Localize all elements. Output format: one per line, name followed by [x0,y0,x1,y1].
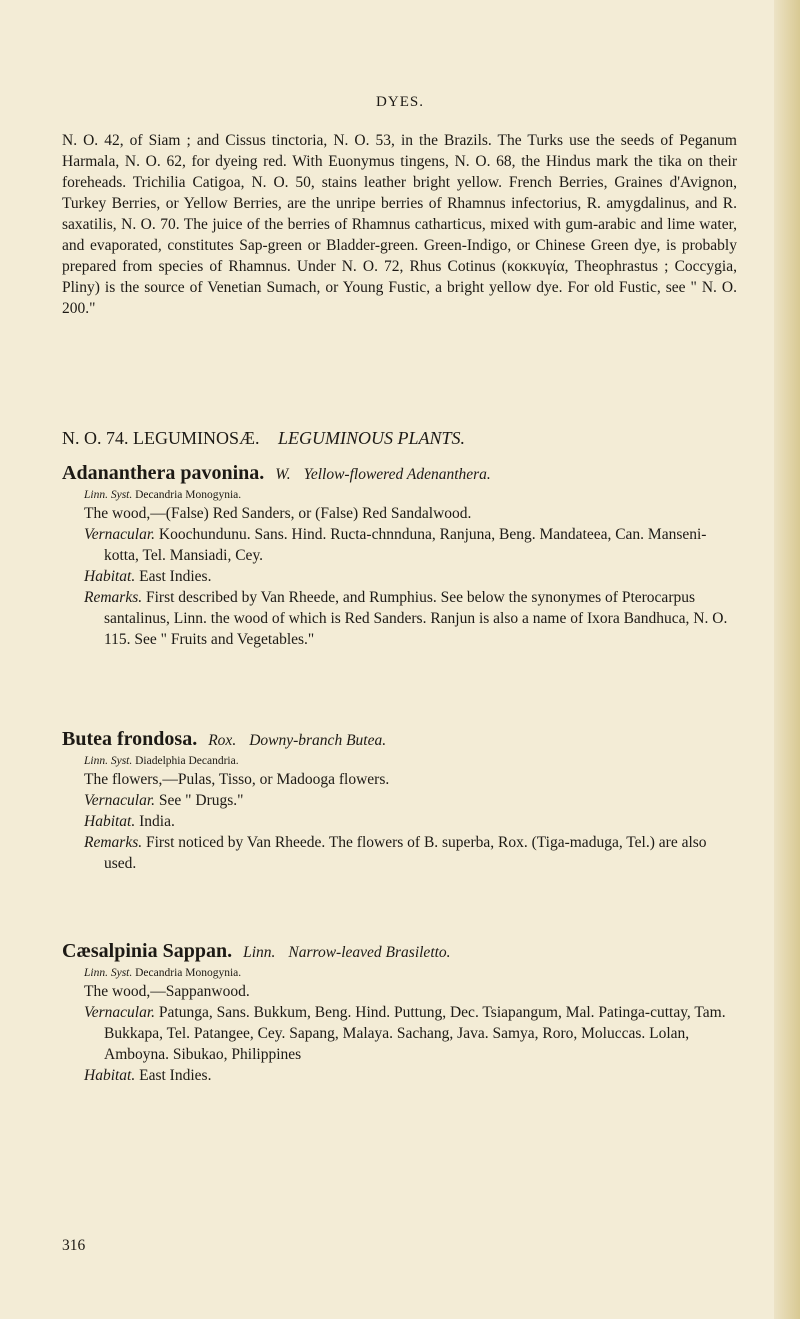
entry-habitat [84,566,737,587]
entry-common-name: Yellow-flowered Adenanthera. [303,466,491,483]
section-title: N. O. 74. LEGUMINOSÆ. [62,428,260,448]
remarks-label: Remarks. [84,589,143,606]
entry-description: The wood,—Sappanwood. [84,983,250,1000]
entry-system [84,489,737,501]
running-title: DYES. [376,94,424,110]
remarks-text: First described by Van Rheede, and Rumphius. See below the synonymes of Pterocarpus santalinus, Linn. the wood of which is Red Sanders. Ranjun is also a name of Ixora Bandhuca, N. O. 115. See " Fruits and Vegetables." [104,589,728,648]
page-number: 316 [62,1237,86,1254]
entry-common-name: Downy-branch Butea. [249,732,387,749]
system-label: Linn. Syst. [84,967,133,979]
entry-system [84,755,737,767]
entry-name: Adananthera pavonina. [62,462,265,484]
entry-heading [62,728,737,751]
intro-paragraph-block [62,130,737,319]
entry-name: Cæsalpinia Sappan. [62,940,233,962]
habitat-text: East Indies. [139,1067,212,1084]
entry-authority: W. [275,466,291,483]
entry-vernacular [84,1002,737,1065]
system-value: Decandria Monogynia. [135,967,242,979]
system-label: Linn. Syst. [84,755,133,767]
intro-paragraph: N. O. 42, of Siam ; and Cissus tinctoria, N. O. 53, in the Brazils. The Turks use the seeds of Peganum Harmala, N. O. 62, for dyeing red. With Euonymus tingens, N. O. 68, the Hindus mark the tika on their foreheads. Trichilia Catigoa, N. O. 50, stains leather bright yellow. French Berries, Graines d'Avignon, Turkey Berries, or Yellow Berries, are the unripe berries of Rhamnus infectorius, R. amygdalinus, and R. saxatilis, N. O. 70. The juice of the berries of Rhamnus catharticus, mixed with gum-arabic and lime water, and evaporated, constitutes Sap-green or Bladder-green. Green-Indigo, or Chinese Green dye, is probably prepared from species of Rhamnus. Under N. O. 72, Rhus Cotinus (κοκκυγία, Theophrastus ; Coccygia, Pliny) is the source of Venetian Sumach, or Young Fustic, a bright yellow dye. For old Fustic, see " N. O. 200." [62,132,737,317]
entry-vernacular [84,790,737,811]
vernacular-label: Vernacular. [84,792,156,809]
system-value: Decandria Monogynia. [135,489,242,501]
vernacular-label: Vernacular. [84,526,156,543]
vernacular-text: Koochundunu. Sans. Hind. Ructa-chnnduna, Ranjuna, Beng. Mandateea, Can. Manseni-kotta, Tel. Mansiadi, Cey. [104,526,707,564]
page-edge-shadow [774,0,800,1319]
entry-system [84,967,737,979]
section-subtitle: LEGUMINOUS PLANTS. [278,428,466,448]
habitat-text: India. [139,813,175,830]
habitat-text: East Indies. [139,568,212,585]
entry-authority: Rox. [208,732,237,749]
vernacular-text: See " Drugs." [158,792,244,809]
entry-vernacular [84,524,737,566]
entry-heading [62,940,737,963]
entry-name: Butea frondosa. [62,728,198,750]
section-heading [62,428,737,449]
vernacular-label: Vernacular. [84,1004,156,1021]
entry-authority: Linn. [243,944,276,961]
entry-heading [62,462,737,485]
entry-description: The wood,—(False) Red Sanders, or (False) Red Sandalwood. [84,505,472,522]
vernacular-text: Patunga, Sans. Bukkum, Beng. Hind. Puttung, Dec. Tsiapangum, Mal. Patinga-cuttay, Tam. Bukkapa, Tel. Patangee, Cey. Sapang, Malaya. Sachang, Java. Samya, Roro, Moluccas. Lolan, Amboyna. Sibukao, Philippines [104,1004,726,1063]
entry-description: The flowers,—Pulas, Tisso, or Madooga flowers. [84,771,390,788]
entry-remarks [84,832,737,874]
habitat-label: Habitat. [84,813,136,830]
entry-caesalpinia [62,940,737,1086]
remarks-label: Remarks. [84,834,143,851]
entry-butea [62,728,737,874]
system-label: Linn. Syst. [84,489,133,501]
entry-remarks [84,587,737,650]
entry-common-name: Narrow-leaved Brasiletto. [288,944,451,961]
remarks-text: First noticed by Van Rheede. The flowers of B. superba, Rox. (Tiga-maduga, Tel.) are also used. [104,834,707,872]
entry-adananthera [62,462,737,650]
system-value: Diadelphia Decandria. [135,755,239,767]
entry-habitat [84,811,737,832]
habitat-label: Habitat. [84,568,136,585]
entry-habitat [84,1065,737,1086]
habitat-label: Habitat. [84,1067,136,1084]
